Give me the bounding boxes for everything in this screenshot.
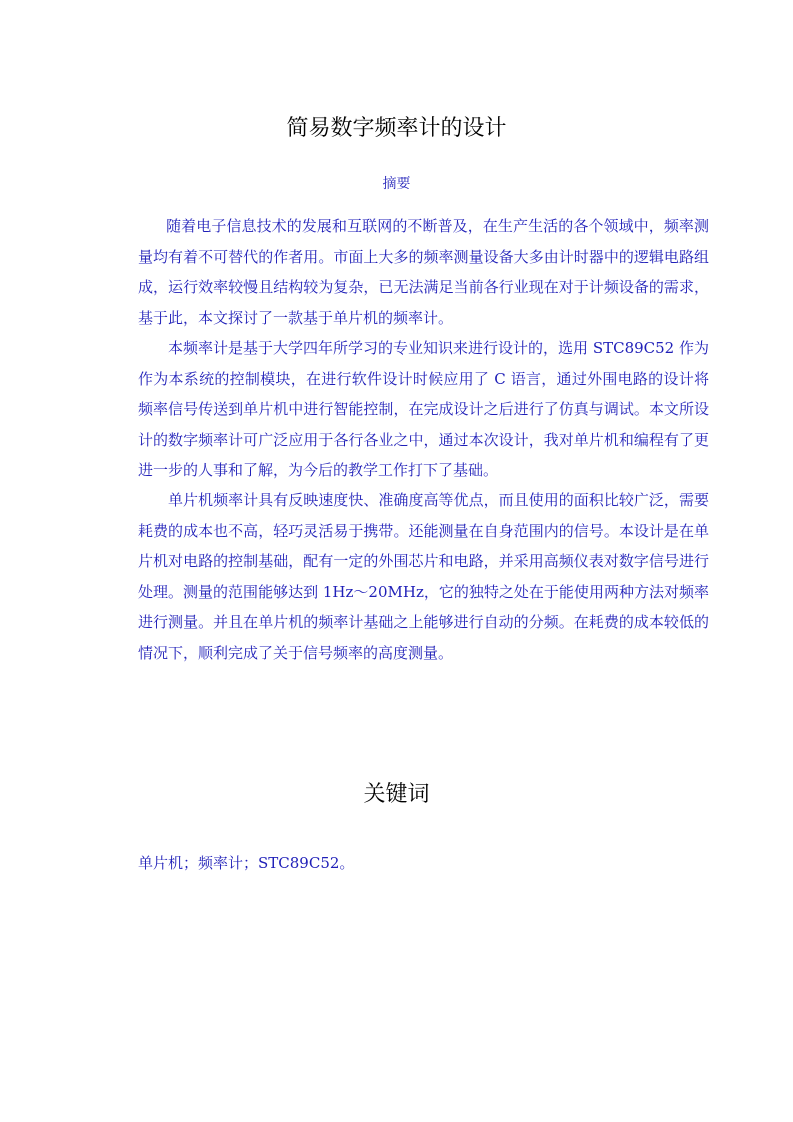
abstract-paragraph-3: 单片机频率计具有反映速度快、准确度高等优点，而且使用的面积比较广泛，需要耗费的成本也不高，轻巧灵活易于携带。还能测量在自身范围内的信号。本设计是在单片机对电路的控制基础，配有一定的外围芯片和电路，并采用高频仪表对数字信号进行处理。测量的范围能够达到 1Hz～20MHz，它的独特之处在于能使用两种方法对频率进行测量。并且在单片机的频率计基础之上能够进行自动的分频。在耗费的成本较低的情况下，顺利完成了关于信号频率的高度测量。 — [138, 491, 709, 662]
abstract-paragraph-1-text: 随着电子信息技术的发展和互联网的不断普及，在生产生活的各个领域中，频率测量均有着不可替代的作者用。市面上大多的频率测量设备大多由计时器中的逻辑电路组成，运行效率较慢且结构较为复杂，已无法满足当前各行业现在对于计频设备的需求，基于此，本文探讨了一款基于单片机的频率计。 — [138, 217, 709, 327]
document-title: 简易数字频率计的设计 — [286, 116, 507, 141]
abstract-paragraph-1 — [138, 211, 709, 333]
keywords-text: 单片机；频率计；STC89C52。 — [138, 854, 355, 872]
abstract-heading: 摘要 — [382, 176, 411, 192]
abstract-paragraph-2: 本频率计是基于大学四年所学习的专业知识来进行设计的，选用 STC89C52 作为作为本系统的控制模块，在进行软件设计时候应用了 C 语言，通过外围电路的设计将频率信号传送到单片机中进行智能控制，在完成设计之后进行了仿真与调试。本文所设计的数字频率计可广泛应用于各行各业之中，通过本次设计，我对单片机和编程有了更进一步的人事和了解，为今后的教学工作打下了基础。 — [138, 339, 709, 479]
keywords-heading: 关键词 — [363, 782, 430, 807]
